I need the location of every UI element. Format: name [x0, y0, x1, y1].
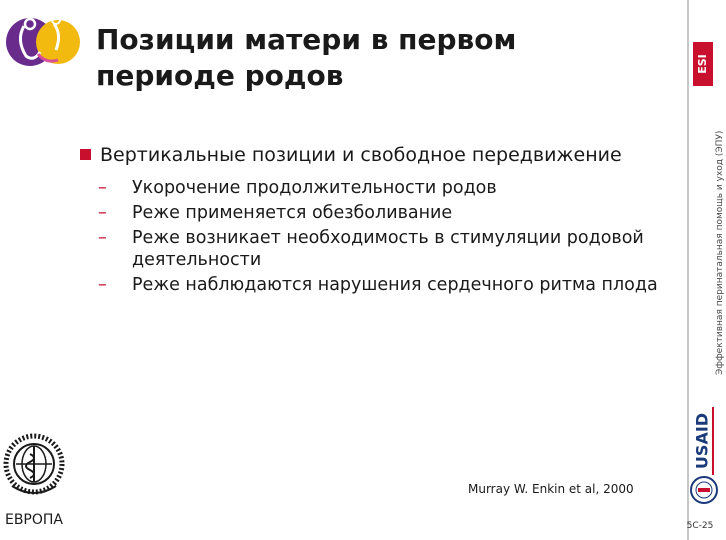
- slide-number: 5C-25: [686, 521, 714, 531]
- sub-bullet-item: [80, 274, 670, 296]
- dash-bullet-icon: –: [98, 228, 107, 248]
- svg-text:USAID: USAID: [692, 412, 712, 470]
- dash-bullet-icon: –: [98, 275, 107, 295]
- sub-bullet-item: [80, 202, 670, 224]
- esi-logo: [691, 40, 715, 88]
- mother-child-logo: [4, 6, 84, 78]
- sub-bullet-text: Реже применяется обезболивание: [132, 203, 453, 223]
- citation: Murray W. Enkin et al, 2000: [468, 482, 634, 496]
- bullet-main-text: Вертикальные позиции и свободное передвижение: [100, 144, 622, 166]
- bullet-list: [80, 143, 670, 299]
- slide-title: [96, 22, 656, 94]
- who-europe-emblem: [2, 418, 66, 514]
- sub-bullet-text: Реже возникает необходимость в стимуляции родовой деятельности: [132, 228, 644, 270]
- sub-bullet-text: Укорочение продолжительности родов: [132, 178, 497, 198]
- svg-text:ESI: ESI: [696, 54, 709, 74]
- usaid-logo: [690, 405, 716, 477]
- title-line-2: периоде родов: [96, 59, 344, 92]
- who-region-label: ЕВРОПА: [4, 512, 64, 528]
- sub-bullet-item: [80, 177, 670, 199]
- dash-bullet-icon: –: [98, 203, 107, 223]
- right-divider: [687, 0, 689, 540]
- sub-bullet-text: Реже наблюдаются нарушения сердечного ритма плода: [132, 275, 658, 295]
- bullet-main: [80, 143, 670, 167]
- usaid-seal-icon: [689, 475, 719, 505]
- dash-bullet-icon: –: [98, 178, 107, 198]
- sub-bullet-item: [80, 227, 670, 271]
- square-bullet-icon: [80, 149, 91, 160]
- side-caption: Эффективная перинатальная помощь и уход (ЭПУ): [715, 130, 725, 375]
- title-line-1: Позиции матери в первом: [96, 23, 517, 56]
- sub-bullet-list: [80, 177, 670, 296]
